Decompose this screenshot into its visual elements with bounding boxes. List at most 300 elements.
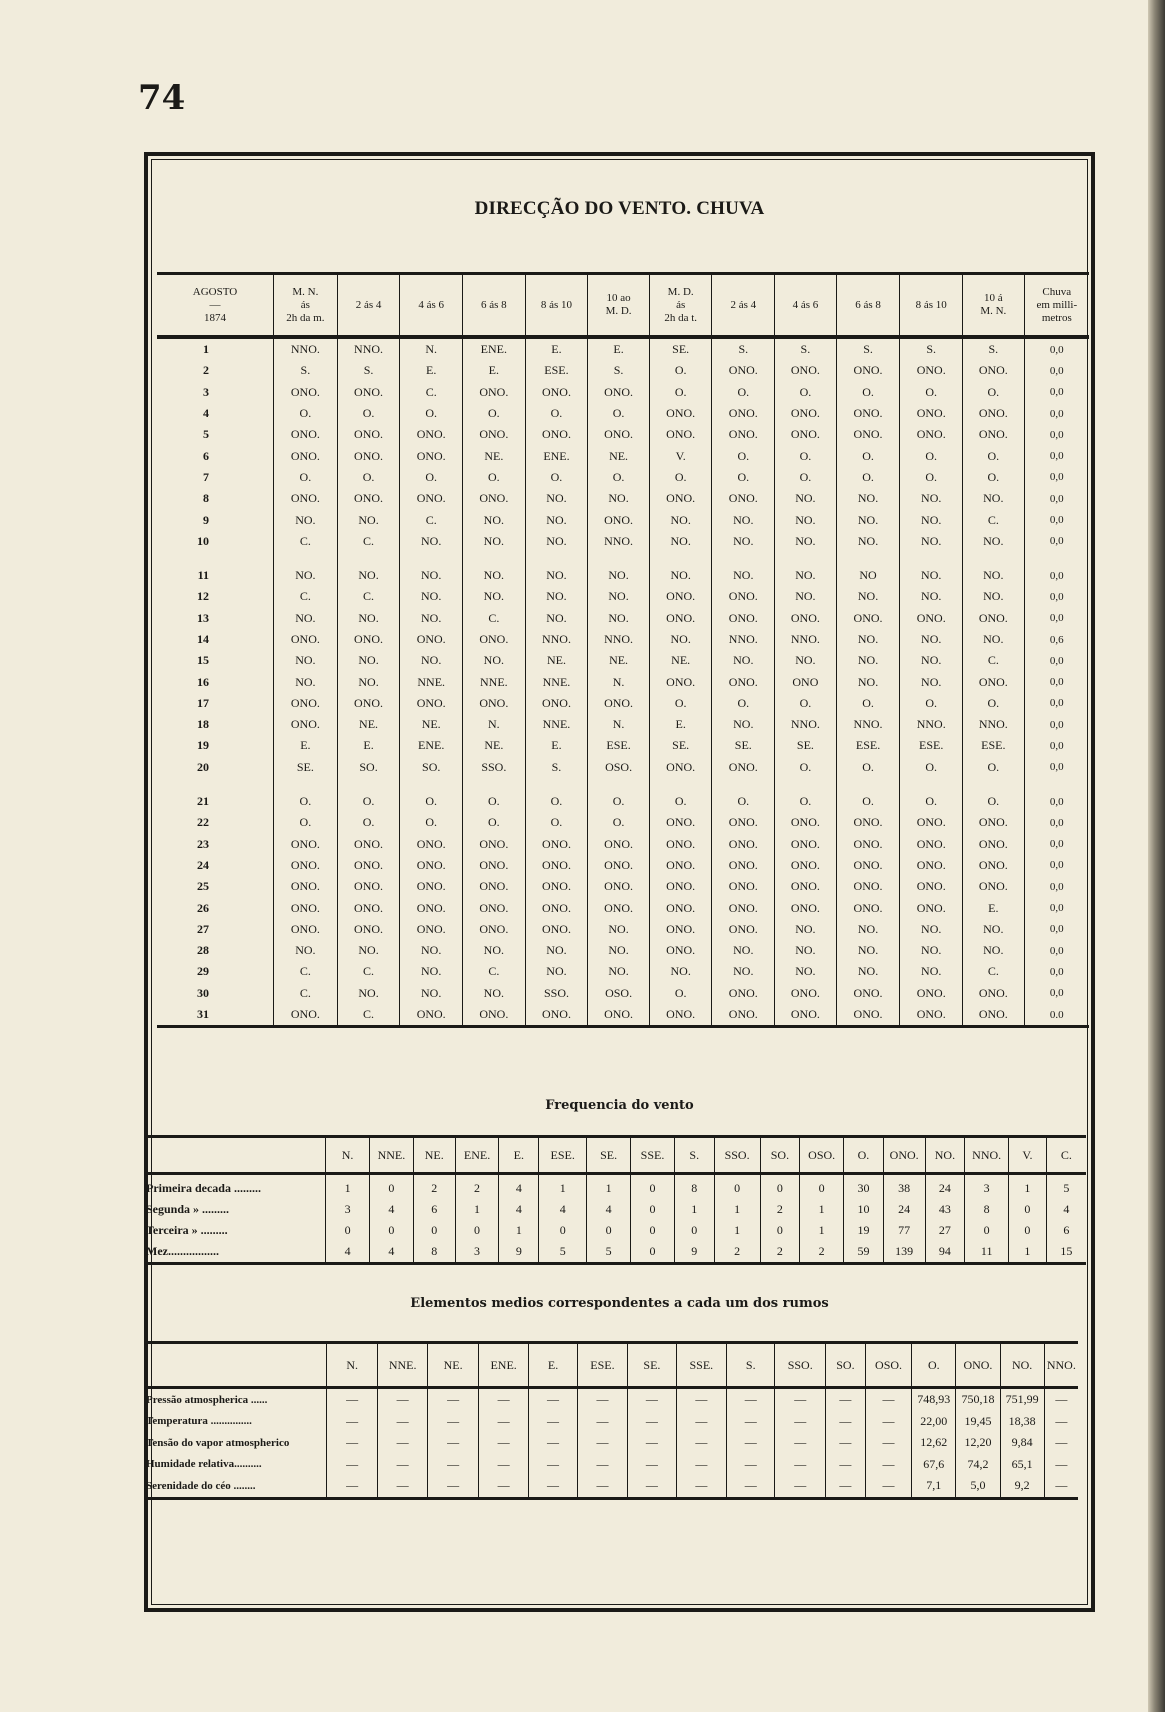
element-cell: — — [529, 1475, 577, 1498]
wind-cell: O. — [963, 693, 1025, 714]
element-cell: — — [825, 1475, 865, 1498]
column-header: ESE. — [539, 1137, 587, 1174]
day-cell: 19 — [197, 738, 209, 753]
day-cell: 15 — [197, 653, 209, 668]
wind-cell: S. — [836, 337, 900, 360]
column-header: S. — [727, 1343, 775, 1388]
wind-cell: ONO. — [525, 855, 588, 876]
element-cell: — — [327, 1388, 377, 1411]
element-cell: — — [1044, 1432, 1078, 1454]
column-header: OSO. — [865, 1343, 911, 1388]
frequency-cell: 43 — [925, 1199, 965, 1220]
element-cell: — — [825, 1432, 865, 1454]
wind-cell: ONO. — [712, 812, 775, 833]
wind-cell: O. — [775, 757, 837, 778]
wind-cell: SE. — [274, 757, 338, 778]
table-row — [146, 1241, 1086, 1264]
wind-cell: NO. — [337, 940, 400, 961]
wind-cell: ONO. — [963, 424, 1025, 445]
wind-cell: O. — [900, 693, 963, 714]
wind-cell: ONO. — [400, 693, 463, 714]
row-label: Tensão do vapor atmospherico — [146, 1436, 290, 1449]
wind-cell: NO. — [775, 586, 837, 607]
wind-cell: ONO. — [588, 855, 650, 876]
row-label: Segunda » ......... — [146, 1202, 230, 1216]
wind-cell: ONO. — [337, 424, 400, 445]
element-cell: — — [676, 1411, 726, 1433]
wind-cell: ONO. — [836, 1004, 900, 1027]
element-cell: — — [865, 1411, 911, 1433]
wind-cell: O. — [836, 445, 900, 466]
column-header: NNE. — [377, 1343, 427, 1388]
wind-cell: S. — [775, 337, 837, 360]
frequency-cell: 1 — [800, 1199, 844, 1220]
frequency-cell: 0 — [1009, 1220, 1047, 1241]
wind-cell: ENE. — [525, 445, 588, 466]
wind-cell: ONO. — [274, 424, 338, 445]
wind-cell: O. — [963, 467, 1025, 488]
wind-cell: ONO. — [400, 629, 463, 650]
wind-cell: ONO. — [712, 757, 775, 778]
element-cell: — — [1044, 1475, 1078, 1498]
wind-cell: ONO. — [463, 424, 526, 445]
table-row — [157, 629, 1089, 650]
wind-cell: E. — [525, 337, 588, 360]
frequency-cell: 4 — [499, 1199, 539, 1220]
wind-cell: ONO. — [900, 876, 963, 897]
rain-cell: 0,0 — [1024, 834, 1089, 855]
wind-cell: S. — [963, 337, 1025, 360]
element-cell: — — [428, 1411, 478, 1433]
wind-cell: ONO. — [337, 897, 400, 918]
wind-cell: ONO. — [588, 834, 650, 855]
wind-cell: ONO. — [649, 586, 712, 607]
rain-cell: 0,0 — [1024, 897, 1089, 918]
wind-cell: NO. — [588, 586, 650, 607]
wind-cell: ONO. — [712, 876, 775, 897]
table-row — [157, 812, 1089, 833]
page-number: 74 — [138, 78, 186, 118]
day-cell: 29 — [197, 964, 209, 979]
element-cell: — — [577, 1432, 627, 1454]
wind-cell: ONO. — [836, 360, 900, 381]
frequency-cell: 4 — [326, 1241, 370, 1264]
wind-cell: ONO. — [649, 834, 712, 855]
element-cell: — — [529, 1454, 577, 1476]
wind-cell: SE. — [649, 337, 712, 360]
element-cell: — — [1044, 1411, 1078, 1433]
wind-cell: ONO — [775, 671, 837, 692]
wind-cell: O. — [463, 467, 526, 488]
wind-cell: ONO. — [836, 834, 900, 855]
wind-cell: ONO. — [775, 876, 837, 897]
wind-cell: NO. — [775, 940, 837, 961]
wind-cell: O. — [836, 693, 900, 714]
column-header: E. — [499, 1137, 539, 1174]
wind-cell: ONO. — [525, 897, 588, 918]
element-cell: — — [628, 1432, 676, 1454]
wind-cell: ONO. — [649, 919, 712, 940]
wind-cell: O. — [900, 791, 963, 812]
column-header: 10 ao M. D. — [588, 274, 650, 338]
wind-cell: NO. — [588, 565, 650, 586]
wind-cell: NO. — [963, 531, 1025, 552]
element-cell: — — [577, 1388, 627, 1411]
wind-cell: ONO. — [463, 834, 526, 855]
wind-cell: NO. — [525, 608, 588, 629]
element-cell: 748,93 — [912, 1388, 956, 1411]
wind-cell: ONO. — [712, 919, 775, 940]
wind-cell: C. — [337, 531, 400, 552]
wind-cell: ONO. — [775, 983, 837, 1004]
wind-cell: NO. — [463, 509, 526, 530]
frequency-cell: 1 — [326, 1174, 370, 1200]
wind-cell: ONO. — [337, 855, 400, 876]
wind-cell: ONO. — [463, 382, 526, 403]
table-row — [157, 445, 1089, 466]
frequency-cell: 0 — [760, 1220, 800, 1241]
wind-cell: ONO. — [775, 834, 837, 855]
element-cell: — — [775, 1432, 825, 1454]
wind-cell: O. — [588, 467, 650, 488]
wind-cell: ONO. — [649, 671, 712, 692]
wind-cell: S. — [337, 360, 400, 381]
column-header: M. N. ás 2h da m. — [274, 274, 338, 338]
element-cell: — — [478, 1411, 528, 1433]
element-cell: — — [727, 1432, 775, 1454]
wind-cell: NE. — [649, 650, 712, 671]
element-cell: 5,0 — [956, 1475, 1000, 1498]
wind-cell: O. — [400, 791, 463, 812]
frequency-cell: 0 — [413, 1220, 455, 1241]
wind-direction-table — [157, 272, 1089, 1028]
table-row — [146, 1475, 1078, 1498]
frequency-cell: 6 — [413, 1199, 455, 1220]
wind-cell: NO. — [963, 488, 1025, 509]
wind-cell: ONO. — [836, 897, 900, 918]
wind-cell: NE. — [463, 445, 526, 466]
frequency-cell: 2 — [760, 1199, 800, 1220]
wind-cell: NO. — [712, 940, 775, 961]
wind-cell: NO. — [525, 586, 588, 607]
table-row — [146, 1411, 1078, 1433]
wind-cell: ONO. — [712, 608, 775, 629]
wind-cell: ONO. — [649, 1004, 712, 1027]
column-header: Chuva em milli- metros — [1024, 274, 1089, 338]
wind-cell: O. — [900, 445, 963, 466]
element-cell: — — [327, 1454, 377, 1476]
table-row — [157, 382, 1089, 403]
wind-cell: E. — [649, 714, 712, 735]
element-cell: — — [1044, 1388, 1078, 1411]
wind-cell: ONO. — [649, 403, 712, 424]
wind-cell: NO. — [274, 671, 338, 692]
wind-cell: ONO. — [400, 488, 463, 509]
wind-cell: ONO. — [463, 1004, 526, 1027]
wind-cell: E. — [274, 735, 338, 756]
wind-cell: NE. — [525, 650, 588, 671]
table-row — [157, 488, 1089, 509]
wind-frequency-table — [146, 1135, 1086, 1265]
column-header: ENE. — [478, 1343, 528, 1388]
frequency-cell: 4 — [499, 1174, 539, 1200]
wind-cell: O. — [900, 382, 963, 403]
column-header: ENE. — [455, 1137, 499, 1174]
frequency-cell: 0 — [674, 1220, 714, 1241]
column-header: NO. — [925, 1137, 965, 1174]
wind-cell: C. — [337, 586, 400, 607]
wind-cell: ONO. — [963, 671, 1025, 692]
rain-cell: 0,0 — [1024, 424, 1089, 445]
wind-cell: NO. — [963, 940, 1025, 961]
wind-cell: OSO. — [588, 757, 650, 778]
wind-cell: NO. — [900, 671, 963, 692]
wind-cell: ONO. — [836, 424, 900, 445]
wind-cell: O. — [649, 360, 712, 381]
wind-cell: V. — [649, 445, 712, 466]
wind-cell: NO. — [274, 608, 338, 629]
frequency-cell: 0 — [587, 1220, 631, 1241]
wind-cell: ONO. — [274, 629, 338, 650]
element-cell: — — [428, 1388, 478, 1411]
element-cell: — — [478, 1475, 528, 1498]
frequency-cell: 11 — [965, 1241, 1009, 1264]
wind-cell: ONO. — [525, 424, 588, 445]
column-header: OSO. — [800, 1137, 844, 1174]
frequency-cell: 4 — [370, 1241, 414, 1264]
wind-cell: E. — [963, 897, 1025, 918]
wind-cell: ONO. — [836, 403, 900, 424]
wind-cell: E. — [525, 735, 588, 756]
day-cell: 7 — [203, 469, 209, 484]
wind-cell: S. — [588, 360, 650, 381]
wind-cell: ESE. — [836, 735, 900, 756]
wind-cell: ONO. — [900, 855, 963, 876]
frequency-cell: 3 — [326, 1199, 370, 1220]
wind-cell: ONO. — [712, 360, 775, 381]
element-cell: 12,20 — [956, 1432, 1000, 1454]
wind-cell: ONO. — [712, 855, 775, 876]
wind-cell: ONO. — [525, 382, 588, 403]
wind-cell: ONO. — [463, 693, 526, 714]
wind-cell: ONO. — [836, 608, 900, 629]
wind-cell: NO — [836, 565, 900, 586]
element-cell: — — [1044, 1454, 1078, 1476]
wind-cell: O. — [588, 791, 650, 812]
wind-cell: O. — [963, 791, 1025, 812]
wind-cell: C. — [963, 961, 1025, 982]
column-header: ONO. — [956, 1343, 1000, 1388]
day-cell: 26 — [197, 900, 209, 915]
mean-elements-table — [146, 1341, 1078, 1500]
wind-cell: NO. — [900, 650, 963, 671]
table-row — [157, 424, 1089, 445]
element-cell: 67,6 — [912, 1454, 956, 1476]
element-cell: — — [865, 1475, 911, 1498]
wind-cell: O. — [337, 403, 400, 424]
frequency-cell: 1 — [455, 1199, 499, 1220]
wind-cell: ONO. — [525, 1004, 588, 1027]
element-cell: — — [865, 1432, 911, 1454]
wind-cell: O. — [525, 467, 588, 488]
column-header: ESE. — [577, 1343, 627, 1388]
element-cell: — — [727, 1475, 775, 1498]
table-row — [157, 565, 1089, 586]
wind-cell: ONO. — [900, 360, 963, 381]
day-cell: 23 — [197, 836, 209, 851]
wind-cell: SE. — [712, 735, 775, 756]
rain-cell: 0,0 — [1024, 961, 1089, 982]
wind-cell: SSO. — [525, 983, 588, 1004]
table-row — [157, 714, 1089, 735]
wind-cell: C. — [463, 608, 526, 629]
wind-cell: ONO. — [712, 1004, 775, 1027]
wind-cell: O. — [525, 403, 588, 424]
element-cell: — — [628, 1475, 676, 1498]
column-header: SO. — [760, 1137, 800, 1174]
wind-cell: O. — [274, 812, 338, 833]
wind-cell: ONO. — [963, 403, 1025, 424]
wind-cell: ONO. — [525, 693, 588, 714]
column-header: N. — [327, 1343, 377, 1388]
wind-cell: NO. — [337, 650, 400, 671]
wind-cell: NO. — [836, 919, 900, 940]
element-cell: — — [825, 1411, 865, 1433]
wind-cell: ONO. — [963, 608, 1025, 629]
wind-cell: NNO. — [274, 337, 338, 360]
wind-cell: ONO. — [274, 919, 338, 940]
wind-cell: C. — [274, 586, 338, 607]
day-cell: 1 — [203, 342, 209, 357]
day-cell: 30 — [197, 985, 209, 1000]
wind-cell: NO. — [836, 586, 900, 607]
wind-cell: NO. — [712, 509, 775, 530]
row-label: Humidade relativa.......... — [146, 1458, 262, 1471]
wind-cell: NNE. — [463, 671, 526, 692]
wind-cell: ONO. — [712, 403, 775, 424]
wind-cell: ONO. — [274, 714, 338, 735]
wind-cell: O. — [649, 983, 712, 1004]
wind-cell: ONO. — [400, 445, 463, 466]
wind-cell: O. — [525, 812, 588, 833]
wind-cell: NO. — [900, 919, 963, 940]
rain-cell: 0,0 — [1024, 876, 1089, 897]
wind-cell: ONO. — [963, 855, 1025, 876]
rain-cell: 0,0 — [1024, 445, 1089, 466]
wind-cell: ONO. — [400, 876, 463, 897]
wind-cell: SO. — [400, 757, 463, 778]
wind-cell: ONO. — [588, 693, 650, 714]
wind-cell: O. — [337, 812, 400, 833]
element-cell: — — [577, 1411, 627, 1433]
day-cell: 2 — [203, 363, 209, 378]
frequency-cell: 1 — [499, 1220, 539, 1241]
wind-cell: ONO. — [463, 855, 526, 876]
wind-cell: NO. — [836, 961, 900, 982]
wind-cell: C. — [274, 531, 338, 552]
wind-cell: ONO. — [963, 360, 1025, 381]
wind-cell: E. — [337, 735, 400, 756]
column-header: SSO. — [714, 1137, 760, 1174]
frequency-cell: 1 — [587, 1174, 631, 1200]
column-header: SE. — [628, 1343, 676, 1388]
wind-cell: ONO. — [525, 876, 588, 897]
wind-cell: C. — [963, 509, 1025, 530]
wind-cell: NO. — [775, 509, 837, 530]
frequency-cell: 1 — [1009, 1174, 1047, 1200]
column-header: 6 ás 8 — [463, 274, 526, 338]
wind-cell: ONO. — [337, 488, 400, 509]
element-cell: 65,1 — [1000, 1454, 1044, 1476]
day-cell: 25 — [197, 879, 209, 894]
wind-cell: NO. — [274, 940, 338, 961]
wind-cell: ONO. — [400, 897, 463, 918]
row-label: Primeira decada ......... — [146, 1181, 261, 1195]
rain-cell: 0,0 — [1024, 735, 1089, 756]
element-cell: — — [775, 1388, 825, 1411]
wind-cell: ONO. — [775, 897, 837, 918]
frequency-cell: 0 — [800, 1174, 844, 1200]
wind-cell: ONO. — [836, 876, 900, 897]
wind-cell: NNO. — [712, 629, 775, 650]
wind-cell: O. — [712, 445, 775, 466]
wind-cell: NO. — [588, 919, 650, 940]
frequency-cell: 1 — [539, 1174, 587, 1200]
rain-cell: 0.0 — [1024, 1004, 1089, 1027]
rain-cell: 0,0 — [1024, 608, 1089, 629]
frequency-cell: 0 — [539, 1220, 587, 1241]
wind-cell: ONO. — [775, 1004, 837, 1027]
wind-cell: ENE. — [400, 735, 463, 756]
table-row — [157, 608, 1089, 629]
wind-cell: ONO. — [900, 403, 963, 424]
wind-cell: ONO. — [463, 919, 526, 940]
day-cell: 27 — [197, 921, 209, 936]
column-header: 8 ás 10 — [900, 274, 963, 338]
table-row — [157, 509, 1089, 530]
frequency-cell: 0 — [631, 1241, 675, 1264]
wind-cell: NO. — [337, 671, 400, 692]
rain-cell: 0,0 — [1024, 467, 1089, 488]
wind-cell: ONO. — [337, 876, 400, 897]
column-header: NE. — [428, 1343, 478, 1388]
wind-cell: ONO. — [963, 834, 1025, 855]
wind-cell: S. — [525, 757, 588, 778]
element-cell: — — [478, 1454, 528, 1476]
wind-cell: NO. — [463, 983, 526, 1004]
wind-cell: NO. — [836, 671, 900, 692]
frequency-cell: 2 — [455, 1174, 499, 1200]
element-cell: — — [377, 1475, 427, 1498]
table-row — [146, 1220, 1086, 1241]
frequency-cell: 4 — [539, 1199, 587, 1220]
wind-cell: ONO. — [836, 983, 900, 1004]
wind-cell: SE. — [649, 735, 712, 756]
frequency-cell: 4 — [587, 1199, 631, 1220]
table-row — [157, 735, 1089, 756]
table-row — [157, 671, 1089, 692]
column-header: M. D. ás 2h da t. — [649, 274, 712, 338]
day-cell: 17 — [197, 695, 209, 710]
frequency-cell: 94 — [925, 1241, 965, 1264]
wind-cell: O. — [588, 812, 650, 833]
column-header: O. — [844, 1137, 884, 1174]
wind-cell: ONO. — [400, 424, 463, 445]
element-cell: — — [428, 1432, 478, 1454]
wind-cell: NO. — [836, 509, 900, 530]
wind-cell: ONO. — [274, 876, 338, 897]
wind-cell: SO. — [337, 757, 400, 778]
